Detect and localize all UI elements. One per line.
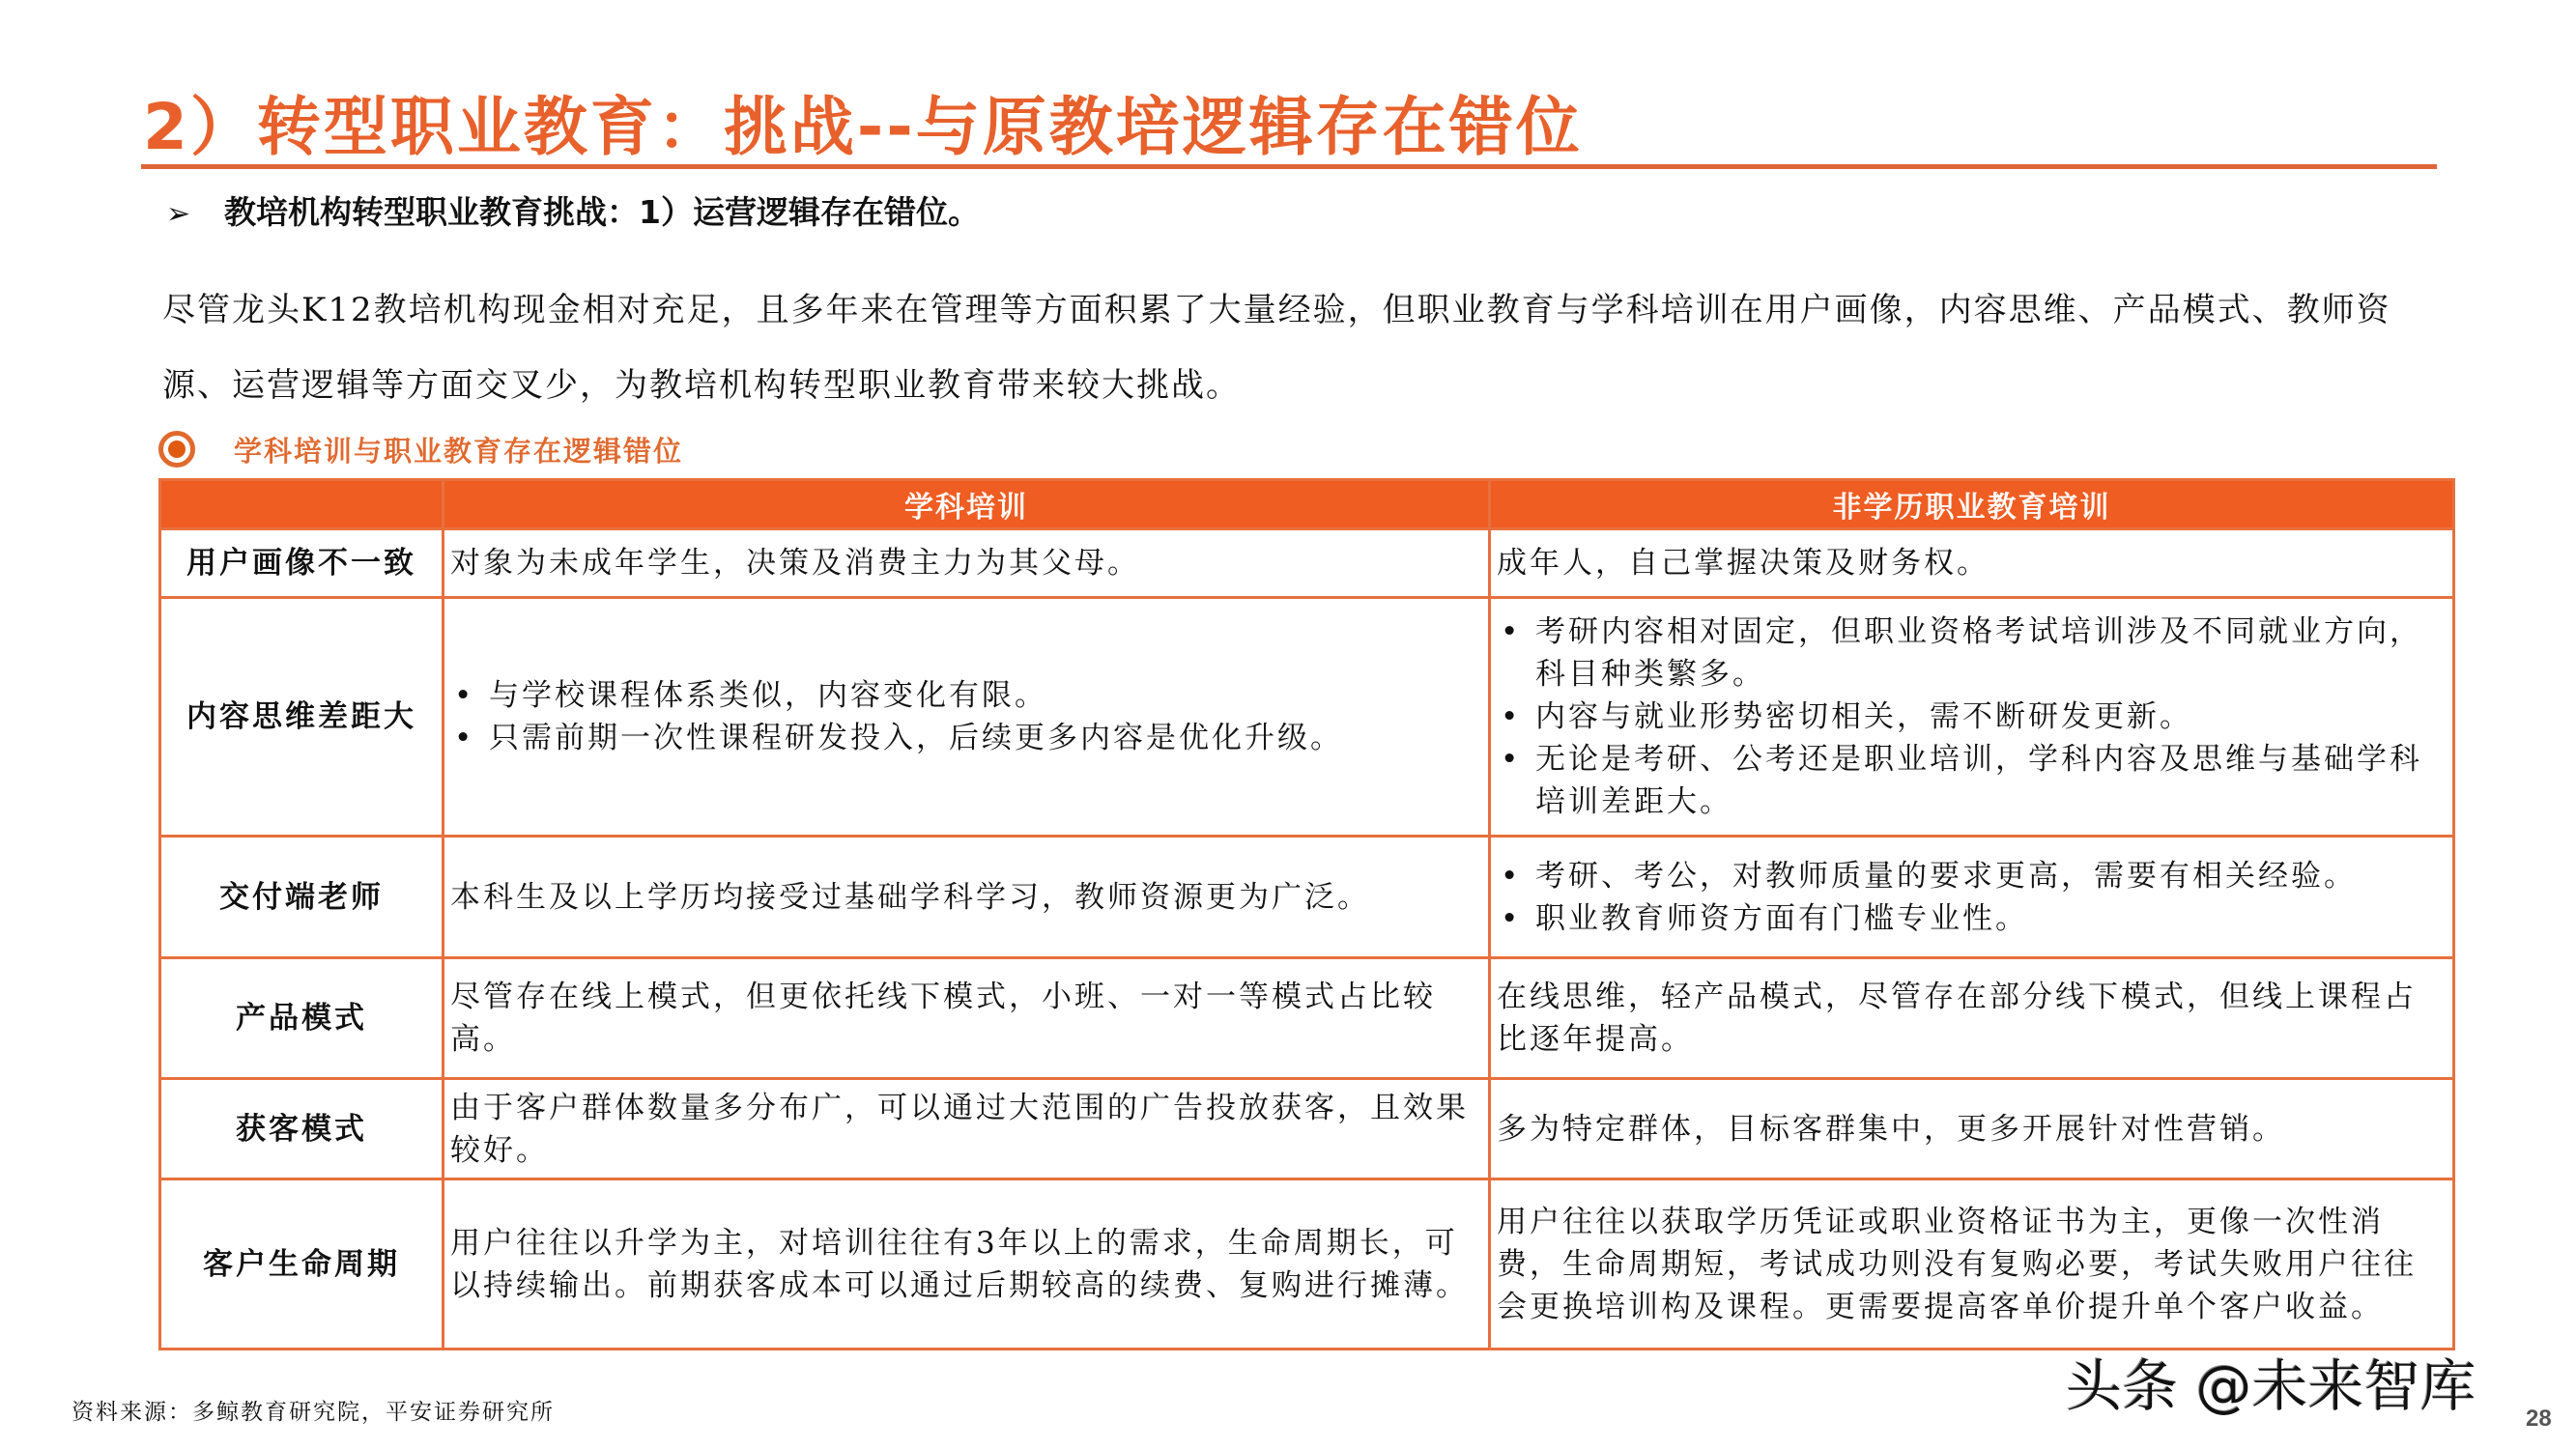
- row-label: 内容思维差距大: [160, 598, 444, 837]
- table-row-acquisition-model: [160, 1079, 2454, 1179]
- cell-vocational: [1490, 837, 2454, 958]
- cell-vocational: 在线思维，轻产品模式，尽管存在部分线下模式，但线上课程占比逐年提高。: [1490, 958, 2454, 1079]
- cell-k12: [444, 598, 1490, 837]
- target-bullet-icon: [158, 431, 195, 468]
- list-item: • 考研、考公，对教师质量的要求更高，需要有相关经验。: [1497, 855, 2447, 897]
- list-item: • 与学校课程体系类似，内容变化有限。: [450, 674, 1482, 717]
- arrow-bullet-icon: ➢: [166, 197, 191, 231]
- list-item: • 职业教育师资方面有门槛专业性。: [1497, 897, 2447, 940]
- table-row-user-profile: [160, 529, 2454, 598]
- comparison-table: [158, 478, 2455, 1350]
- cell-vocational: 成年人，自己掌握决策及财务权。: [1490, 529, 2454, 598]
- cell-k12: 尽管存在线上模式，但更依托线下模式，小班、一对一等模式占比较高。: [444, 958, 1490, 1079]
- table-row-content-thinking: [160, 598, 2454, 837]
- row-label: 用户画像不一致: [160, 529, 444, 598]
- cell-vocational: 多为特定群体，目标客群集中，更多开展针对性营销。: [1490, 1079, 2454, 1179]
- list-item: • 无论是考研、公考还是职业培训，学科内容及思维与基础学科培训差距大。: [1497, 738, 2447, 823]
- list-item: • 内容与就业形势密切相关，需不断研发更新。: [1497, 696, 2447, 738]
- cell-k12: 由于客户群体数量多分布广，可以通过大范围的广告投放获客，且效果较好。: [444, 1079, 1490, 1179]
- cell-k12: 对象为未成年学生，决策及消费主力为其父母。: [444, 529, 1490, 598]
- row-label: 产品模式: [160, 958, 444, 1079]
- cell-k12: 用户往往以升学为主，对培训往往有3年以上的需求，生命周期长，可以持续输出。前期获客成本可以通过后期较高的续费、复购进行摊薄。: [444, 1179, 1490, 1350]
- table-header-row: [160, 480, 2454, 529]
- page-number: 28: [2526, 1406, 2552, 1432]
- table-row-product-model: [160, 958, 2454, 1079]
- table-row-teachers: [160, 837, 2454, 958]
- list-item: • 考研内容相对固定，但职业资格考试培训涉及不同就业方向，科目种类繁多。: [1497, 611, 2447, 696]
- table-caption: [158, 425, 683, 473]
- cell-vocational: [1490, 598, 2454, 837]
- body-paragraph: 尽管龙头K12教培机构现金相对充足，且多年来在管理等方面积累了大量经验，但职业教育与学科培训在用户画像，内容思维、产品模式、教师资源、运营逻辑等方面交叉少，为教培机构转型职业教育带来较大挑战。: [162, 291, 2391, 405]
- cell-vocational: 用户往往以获取学历凭证或职业资格证书为主，更像一次性消费，生命周期短，考试成功则没有复购必要，考试失败用户往往会更换培训构及课程。更需要提高客单价提升单个客户收益。: [1490, 1179, 2454, 1350]
- cell-k12: 本科生及以上学历均接受过基础学科学习，教师资源更为广泛。: [444, 837, 1490, 958]
- table-caption-text: 学科培训与职业教育存在逻辑错位: [234, 434, 684, 468]
- row-label: 获客模式: [160, 1079, 444, 1179]
- list-item: • 只需前期一次性课程研发投入，后续更多内容是优化升级。: [450, 717, 1482, 759]
- watermark: 头条 @未来智库: [2066, 1353, 2476, 1419]
- row-label: 交付端老师: [160, 837, 444, 958]
- page-title: 2）转型职业教育：挑战--与原教培逻辑存在错位: [143, 90, 1583, 164]
- section-heading-text: 教培机构转型职业教育挑战：1）运营逻辑存在错位。: [224, 193, 980, 231]
- header-k12-training: 学科培训: [444, 480, 1490, 529]
- section-heading: [166, 189, 980, 238]
- title-divider: [141, 164, 2437, 169]
- source-note: 资料来源：多鲸教育研究院，平安证券研究所: [72, 1400, 555, 1425]
- header-blank: [160, 480, 444, 529]
- table-row-customer-lifecycle: [160, 1179, 2454, 1350]
- row-label: 客户生命周期: [160, 1179, 444, 1350]
- header-vocational-training: 非学历职业教育培训: [1490, 480, 2454, 529]
